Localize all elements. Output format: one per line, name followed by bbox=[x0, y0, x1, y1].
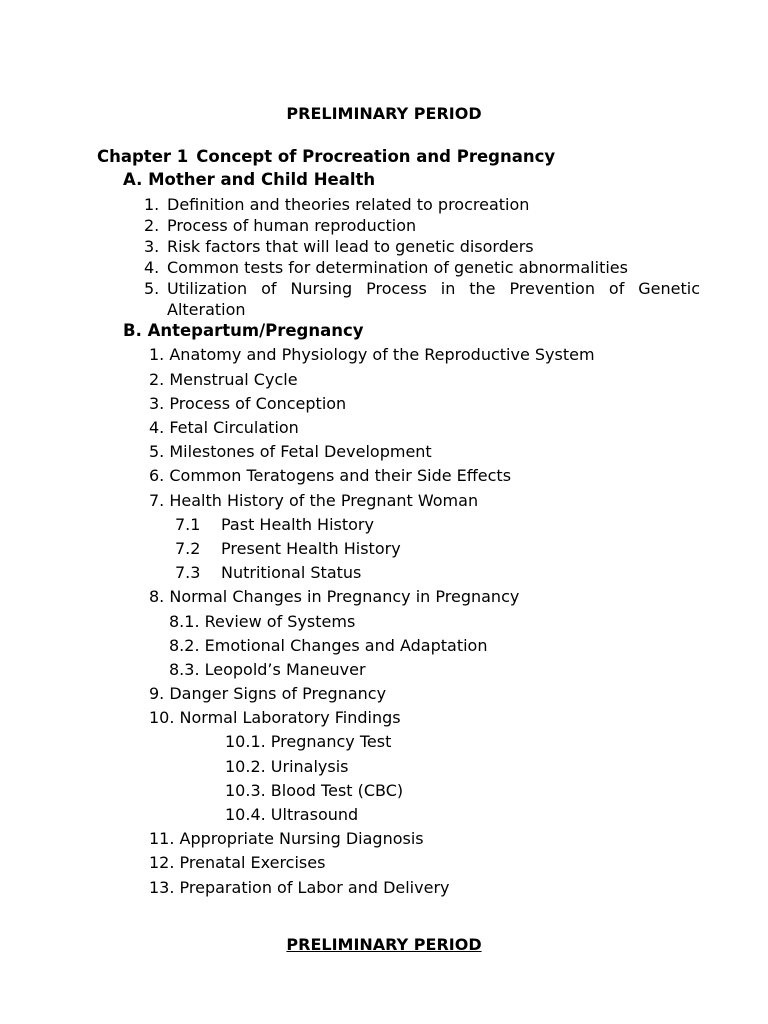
list-item bbox=[144, 236, 534, 257]
section-a-heading: A. Mother and Child Health bbox=[123, 170, 376, 189]
list-item: 13. Preparation of Labor and Delivery bbox=[149, 878, 450, 897]
list-item: 12. Prenatal Exercises bbox=[149, 853, 326, 872]
list-item bbox=[144, 257, 628, 278]
section-b-heading: B. Antepartum/Pregnancy bbox=[123, 321, 364, 340]
sub-list-item: 8.3. Leopold’s Maneuver bbox=[169, 660, 366, 679]
list-item: 2. Menstrual Cycle bbox=[149, 370, 298, 389]
sub-list-item: 10.4. Ultrasound bbox=[225, 805, 359, 824]
list-item: 4. Fetal Circulation bbox=[149, 418, 299, 437]
item-text: Nutritional Status bbox=[221, 563, 362, 582]
sub-list-item: 8.2. Emotional Changes and Adaptation bbox=[169, 636, 488, 655]
item-number: 1. bbox=[144, 195, 160, 214]
item-text: Risk factors that will lead to genetic disorders bbox=[167, 237, 534, 256]
item-text: Common tests for determination of genetic abnormalities bbox=[167, 258, 628, 277]
item-text: Utilization of Nursing Process in the Prevention of Genetic Alteration bbox=[167, 279, 700, 319]
chapter-title: Concept of Procreation and Pregnancy bbox=[196, 147, 556, 166]
list-item: 10. Normal Laboratory Findings bbox=[149, 708, 401, 727]
sub-list-item: 10.1. Pregnancy Test bbox=[225, 732, 392, 751]
sub-list-item bbox=[175, 562, 361, 583]
item-text: Definition and theories related to procreation bbox=[167, 195, 530, 214]
sub-list-item: 10.3. Blood Test (CBC) bbox=[225, 781, 404, 800]
item-text: Process of human reproduction bbox=[167, 216, 417, 235]
sub-list-item: 8.1. Review of Systems bbox=[169, 612, 356, 631]
list-item: 11. Appropriate Nursing Diagnosis bbox=[149, 829, 424, 848]
list-item: 8. Normal Changes in Pregnancy in Pregnancy bbox=[149, 587, 520, 606]
item-number: 7.1 bbox=[175, 515, 201, 534]
item-number: 5. bbox=[144, 279, 160, 298]
sub-list-item bbox=[175, 514, 374, 535]
sub-list-item bbox=[175, 538, 401, 559]
item-text: Present Health History bbox=[221, 539, 401, 558]
list-item: 3. Process of Conception bbox=[149, 394, 347, 413]
list-item bbox=[144, 278, 700, 320]
list-item bbox=[144, 215, 416, 236]
list-item: 7. Health History of the Pregnant Woman bbox=[149, 491, 479, 510]
chapter-label: Chapter 1 bbox=[97, 147, 189, 166]
item-number: 3. bbox=[144, 237, 160, 256]
item-text: Past Health History bbox=[221, 515, 374, 534]
page-title: PRELIMINARY PERIOD bbox=[286, 104, 482, 123]
list-item: 9. Danger Signs of Pregnancy bbox=[149, 684, 387, 703]
sub-list-item: 10.2. Urinalysis bbox=[225, 757, 349, 776]
footer-title: PRELIMINARY PERIOD bbox=[286, 935, 482, 954]
chapter-heading bbox=[97, 146, 555, 168]
list-item: 1. Anatomy and Physiology of the Reproductive System bbox=[149, 345, 595, 364]
list-item bbox=[144, 194, 529, 215]
list-item: 5. Milestones of Fetal Development bbox=[149, 442, 432, 461]
item-number: 4. bbox=[144, 258, 160, 277]
list-item: 6. Common Teratogens and their Side Effects bbox=[149, 466, 512, 485]
item-number: 7.2 bbox=[175, 539, 201, 558]
item-number: 2. bbox=[144, 216, 160, 235]
item-number: 7.3 bbox=[175, 563, 201, 582]
